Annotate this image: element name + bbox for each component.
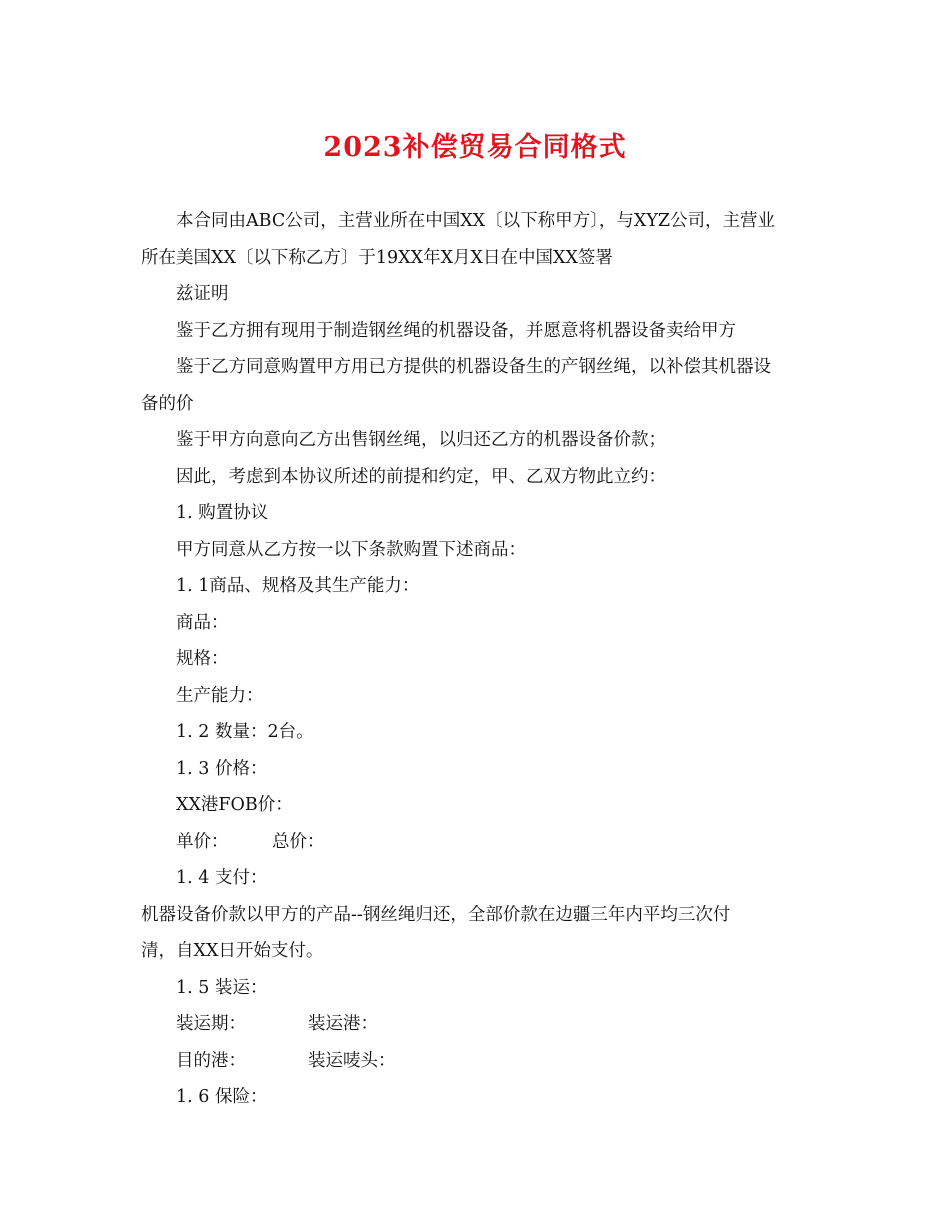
paragraph-recital-1: 鉴于乙方拥有现用于制造钢丝绳的机器设备，并愿意将机器设备卖给甲方 bbox=[176, 320, 736, 341]
field-spec: 规格： bbox=[176, 649, 229, 669]
field-ship-mark: 装运唛头： bbox=[308, 1050, 396, 1071]
paragraph-parties-line2: 所在美国XX〔以下称乙方〕于19XX年X月X日在中国XX签署 bbox=[141, 247, 613, 268]
paragraph-payment-line1: 机器设备价款以甲方的产品--钢丝绳归还，全部价款在边疆三年内平均三次付 bbox=[141, 904, 731, 925]
document-title: 2023补偿贸易合同格式 bbox=[323, 132, 627, 163]
field-unit-price: 单价： bbox=[176, 831, 229, 852]
section-1-4: 1. 4 支付： bbox=[176, 868, 268, 888]
field-ship-port: 装运港： bbox=[308, 1014, 378, 1034]
paragraph-parties-line1: 本合同由ABC公司，主营业所在中国XX〔以下称甲方〕，与XYZ公司，主营业 bbox=[176, 211, 776, 231]
section-1-2: 1. 2 数量：2台。 bbox=[176, 722, 314, 742]
field-goods: 商品： bbox=[176, 612, 229, 633]
paragraph-payment-line2: 清，自XX日开始支付。 bbox=[141, 941, 324, 961]
field-fob: XX港FOB价： bbox=[176, 795, 293, 815]
field-destination-row bbox=[141, 1043, 816, 1080]
document-body bbox=[141, 203, 816, 1116]
field-shipping-row bbox=[141, 1006, 816, 1043]
paragraph-recital-2-line2: 备的价 bbox=[141, 393, 194, 414]
paragraph-agreement: 因此，考虑到本协议所述的前提和约定，甲、乙双方物此立约： bbox=[176, 466, 666, 487]
section-1-5: 1. 5 装运： bbox=[176, 977, 268, 998]
section-1-heading: 1. 购置协议 bbox=[176, 503, 269, 523]
section-1-1-heading: 1. 1商品、规格及其生产能力： bbox=[176, 576, 420, 596]
field-dest-port: 目的港： bbox=[176, 1050, 246, 1071]
field-capacity: 生产能力： bbox=[176, 685, 264, 706]
section-1-3: 1. 3 价格： bbox=[176, 758, 268, 779]
section-1-6: 1. 6 保险： bbox=[176, 1087, 268, 1107]
field-total-price: 总价： bbox=[272, 831, 325, 852]
paragraph-witness: 兹证明 bbox=[176, 284, 229, 304]
paragraph-recital-2-line1: 鉴于乙方同意购置甲方用已方提供的机器设备生的产钢丝绳，以补偿其机器设 bbox=[176, 357, 771, 377]
section-1-text: 甲方同意从乙方按一以下条款购置下述商品： bbox=[176, 539, 526, 560]
field-price-row bbox=[141, 824, 816, 861]
field-ship-period: 装运期： bbox=[176, 1014, 246, 1034]
paragraph-recital-3: 鉴于甲方向意向乙方出售钢丝绳，以归还乙方的机器设备价款； bbox=[176, 430, 666, 450]
